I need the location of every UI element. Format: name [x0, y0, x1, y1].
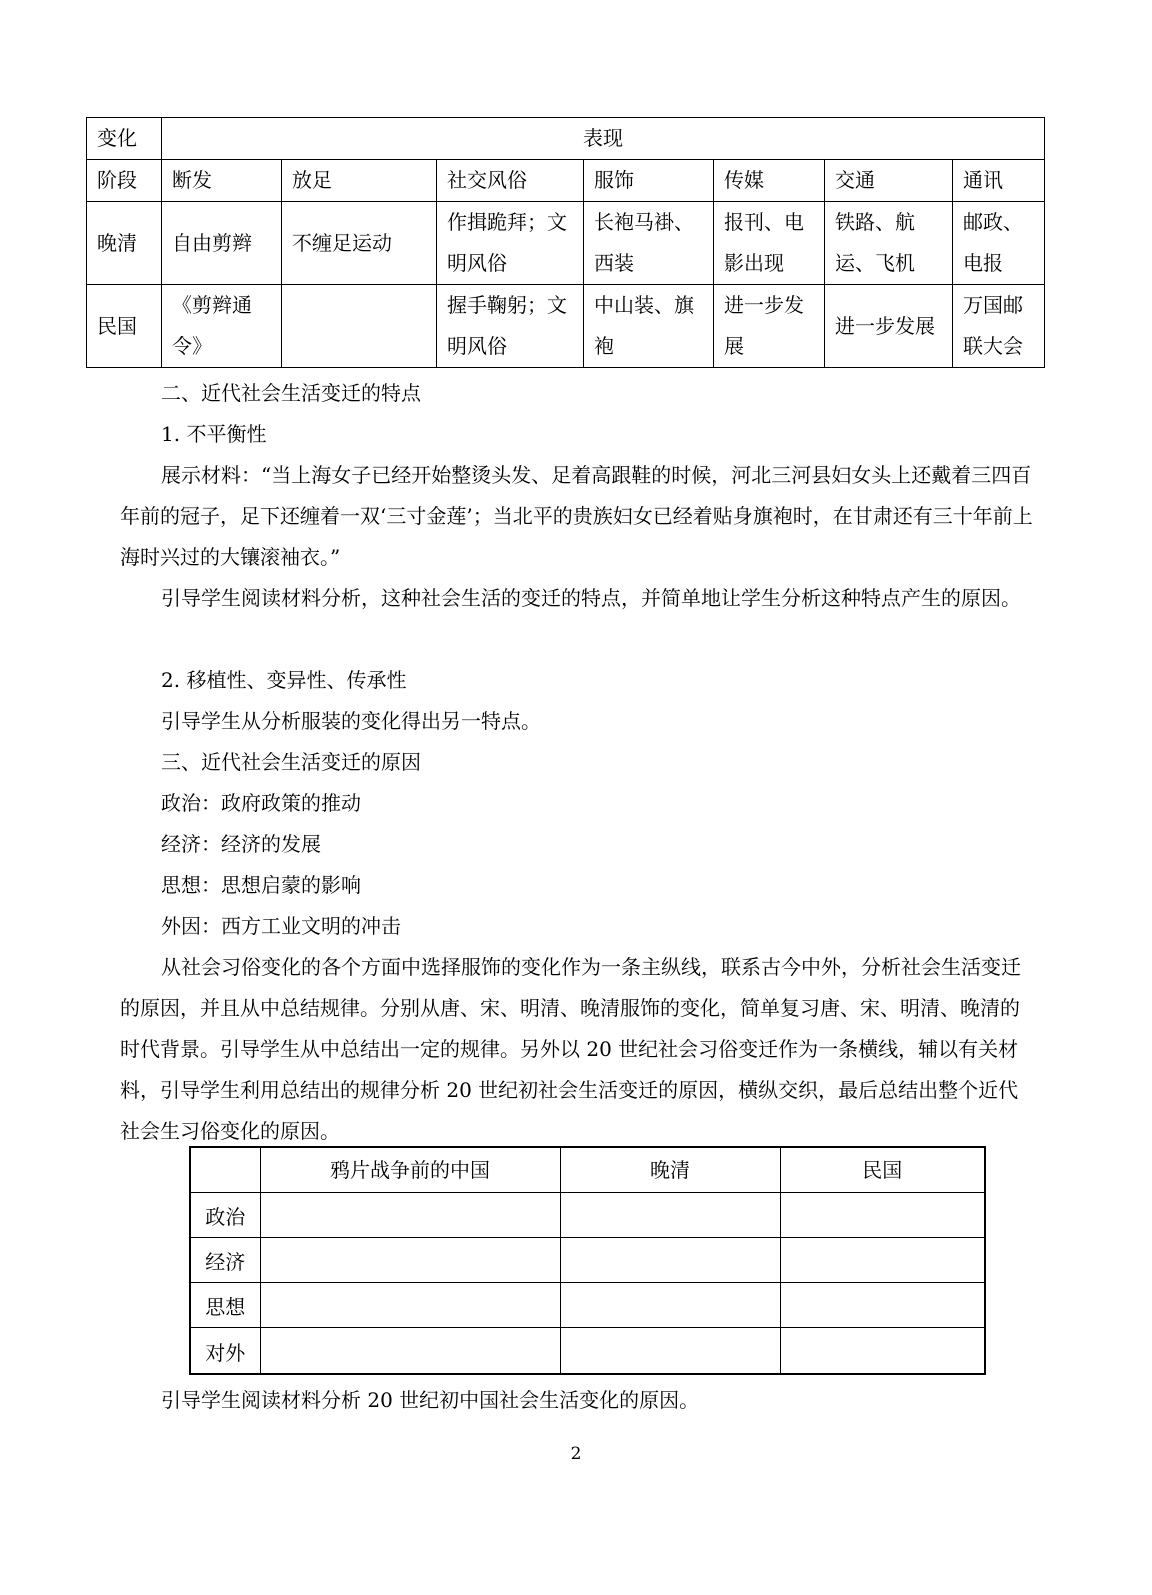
table-cell: 进一步发展	[825, 285, 953, 368]
table-cell: 民国	[87, 285, 162, 368]
table-cell	[260, 1193, 560, 1238]
table-cell: 邮政、电报	[953, 202, 1045, 285]
row-header: 经济	[190, 1238, 260, 1283]
column-header: 民国	[780, 1147, 985, 1193]
paragraph: 经济：经济的发展	[161, 832, 321, 856]
table-cell: 报刊、电影出现	[714, 202, 825, 285]
table-cell	[260, 1238, 560, 1283]
column-header: 传媒	[714, 160, 825, 202]
paragraph: 展示材料：“当上海女子已经开始整烫头发、足着高跟鞋的时候，河北三河县妇女头上还戴着三四百年前的冠子，足下还缠着一双‘三寸金莲’；当北平的贵族妇女已经着贴身旗袍时，在甘肃还有三十年前上海时兴过的大镶滚袖衣。”	[120, 463, 1033, 569]
column-header: 交通	[825, 160, 953, 202]
table-cell	[780, 1328, 985, 1375]
reform-table	[86, 117, 1045, 368]
table-cell	[780, 1283, 985, 1328]
column-header: 阶段	[87, 160, 162, 202]
section-heading: 三、近代社会生活变迁的原因	[161, 750, 421, 774]
table-cell	[560, 1328, 780, 1375]
table-cell	[260, 1328, 560, 1375]
table-cell: 晚清	[87, 202, 162, 285]
column-header: 晚清	[560, 1147, 780, 1193]
row-header: 政治	[190, 1193, 260, 1238]
table-cell	[260, 1283, 560, 1328]
paragraph: 引导学生阅读材料分析，这种社会生活的变迁的特点，并简单地让学生分析这种特点产生的原因。	[161, 586, 1021, 610]
table-cell: 握手鞠躬；文明风俗	[437, 285, 584, 368]
header-manifestation: 表现	[162, 118, 1045, 160]
column-header: 放足	[282, 160, 437, 202]
row-header: 对外	[190, 1328, 260, 1375]
page-number: 2	[570, 1444, 582, 1464]
column-header: 鸦片战争前的中国	[260, 1147, 560, 1193]
table-cell: 自由剪辫	[162, 202, 282, 285]
paragraph: 引导学生从分析服装的变化得出另一特点。	[161, 709, 541, 733]
table-cell	[282, 285, 437, 368]
paragraph: 政治：政府政策的推动	[161, 791, 361, 815]
header-change: 变化	[87, 118, 162, 160]
subheading: 1. 不平衡性	[161, 422, 267, 446]
table-cell	[560, 1238, 780, 1283]
table-cell	[560, 1283, 780, 1328]
column-header: 断发	[162, 160, 282, 202]
table-cell: 中山装、旗袍	[584, 285, 714, 368]
subheading: 2. 移植性、变异性、传承性	[161, 668, 407, 692]
table-cell: 万国邮联大会	[953, 285, 1045, 368]
column-header: 服饰	[584, 160, 714, 202]
causes-table	[189, 1146, 986, 1375]
column-header: 通讯	[953, 160, 1045, 202]
paragraph: 思想：思想启蒙的影响	[161, 873, 361, 897]
section-heading: 二、近代社会生活变迁的特点	[161, 381, 421, 405]
table-cell: 《剪辫通令》	[162, 285, 282, 368]
closing-paragraph: 引导学生阅读材料分析 20 世纪初中国社会生活变化的原因。	[161, 1388, 700, 1412]
table-cell: 不缠足运动	[282, 202, 437, 285]
table-cell	[780, 1238, 985, 1283]
row-header: 思想	[190, 1283, 260, 1328]
column-header: 社交风俗	[437, 160, 584, 202]
table-cell: 作揖跪拜；文明风俗	[437, 202, 584, 285]
paragraph: 从社会习俗变化的各个方面中选择服饰的变化作为一条主纵线，联系古今中外，分析社会生活变迁的原因，并且从中总结规律。分别从唐、宋、明清、晚清服饰的变化，简单复习唐、宋、明清、晚清的时代背景。引导学生从中总结出一定的规律。另外以 20 世纪社会习俗变迁作为一条横线，辅以有关材料，引导学生利用总结出的规律分析 20 世纪初社会生活变迁的原因，横纵交织，最后总结出整个近代社会生习俗变化的原因。	[120, 955, 1021, 1143]
table-cell: 进一步发展	[714, 285, 825, 368]
table-cell: 铁路、航运、飞机	[825, 202, 953, 285]
column-header	[190, 1147, 260, 1193]
table-cell: 长袍马褂、西装	[584, 202, 714, 285]
paragraph: 外因：西方工业文明的冲击	[161, 914, 401, 938]
table-cell	[560, 1193, 780, 1238]
table-cell	[780, 1193, 985, 1238]
